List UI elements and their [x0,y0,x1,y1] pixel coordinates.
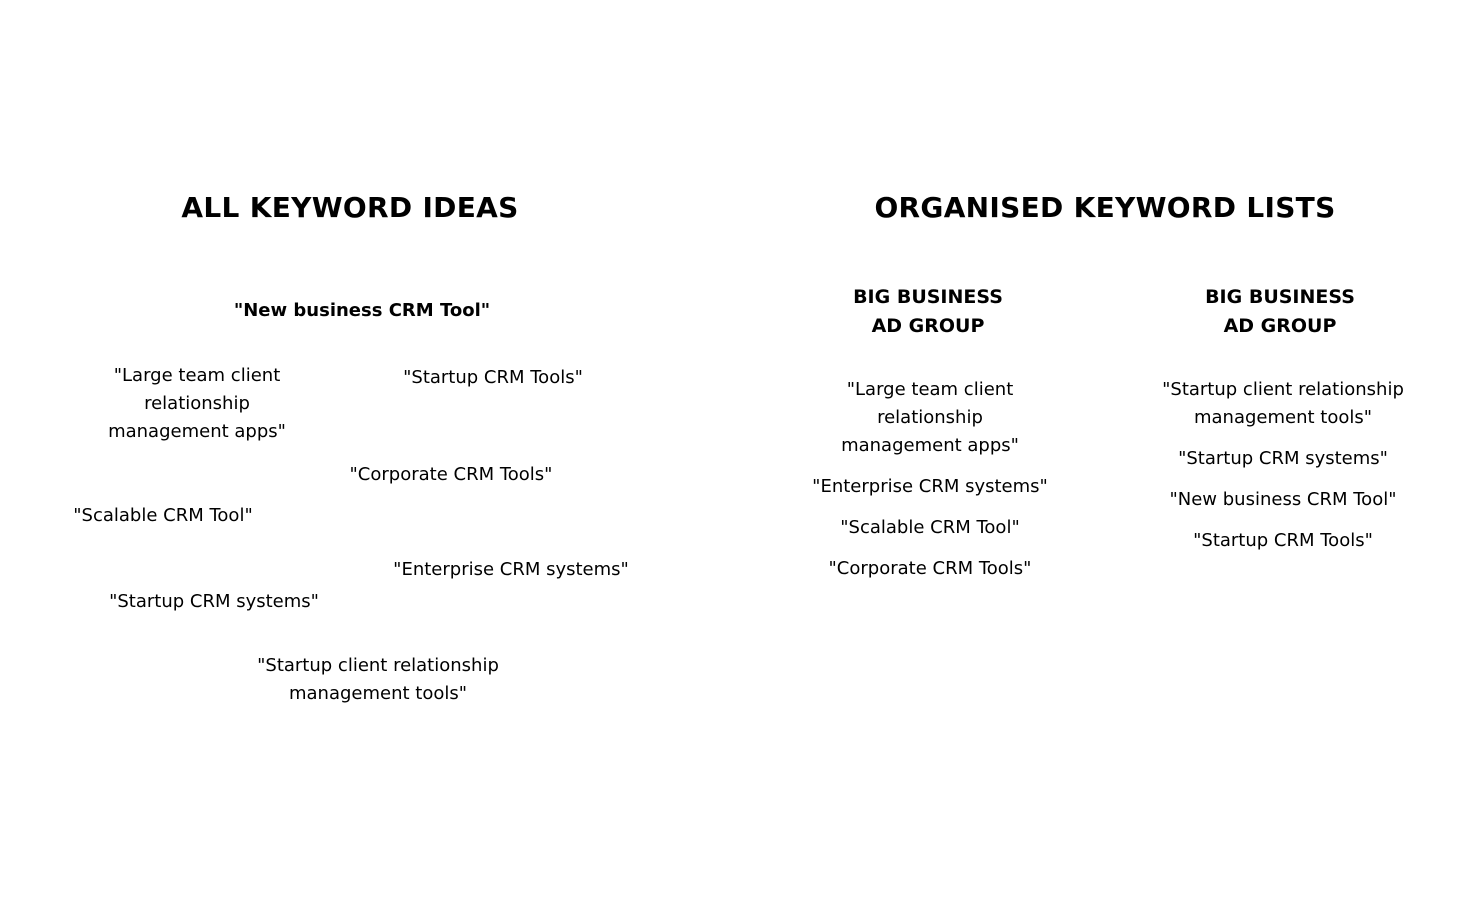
list-item: "New business CRM Tool" [1169,489,1397,510]
ad-group-title [1150,283,1410,341]
list-item: "Corporate CRM Tools" [828,558,1032,579]
keyword-idea-enterprise-crm-systems: "Enterprise CRM systems" [393,559,629,580]
list-item: "Scalable CRM Tool" [840,517,1020,538]
keyword-idea-startup-client-relationship-tools: "Startup client relationship management tools" [257,655,499,704]
keyword-idea-startup-crm-systems: "Startup CRM systems" [109,591,319,612]
all-keyword-ideas-heading: ALL KEYWORD IDEAS [181,191,519,224]
ad-group-keyword-list [1133,376,1433,568]
organised-keyword-lists-heading: ORGANISED KEYWORD LISTS [874,191,1336,224]
keyword-idea-startup-crm-tools: "Startup CRM Tools" [403,367,583,388]
list-item: "Large team client relationship management apps" [841,379,1019,456]
ad-group-title [798,283,1058,341]
ad-group-title-line1: BIG BUSINESS [1205,286,1355,308]
keyword-idea-scalable-crm-tool: "Scalable CRM Tool" [73,505,253,526]
ad-group-title-line1: BIG BUSINESS [853,286,1003,308]
ad-group-title-line2: AD GROUP [871,315,985,337]
keyword-idea-corporate-crm-tools: "Corporate CRM Tools" [349,464,553,485]
list-item: "Startup client relationship management tools" [1162,379,1404,428]
list-item: "Enterprise CRM systems" [812,476,1048,497]
ad-group-keyword-list [780,376,1080,596]
keyword-idea-large-team-crm-apps: "Large team client relationship management apps" [108,365,286,442]
list-item: "Startup CRM systems" [1178,448,1388,469]
keyword-idea-new-business-crm-tool: "New business CRM Tool" [233,300,491,321]
ad-group-title-line2: AD GROUP [1223,315,1337,337]
list-item: "Startup CRM Tools" [1193,530,1373,551]
